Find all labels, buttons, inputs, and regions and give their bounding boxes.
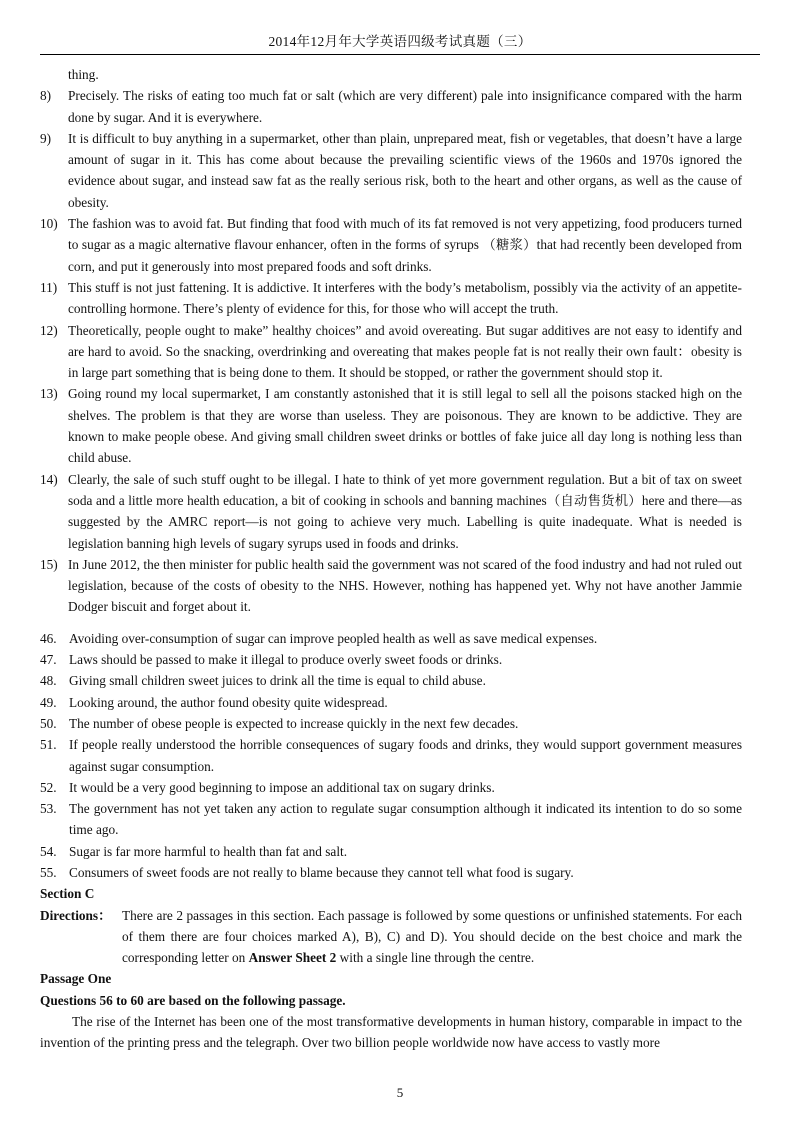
statement	[40, 734, 742, 777]
paragraph	[40, 469, 742, 554]
paragraph-text: Going round my local supermarket, I am constantly astonished that it is still legal to sell all the poisons stacked high on the shelves. The problem is that they are worse than useless. They are poisonous. They are known to be addictive. They are known to make people obese. And giving small children sweet drinks or bottles of fake juice all day long is nothing less than child abuse.	[68, 386, 742, 466]
directions-text-a: There are 2 passages in this section. Each passage is followed by some questions or unfinished statements. For each of them there are four choices marked A), B), C) and D). You should decide on the best choice and mark the corresponding letter on	[122, 907, 742, 966]
questions-heading: Questions 56 to 60 are based on the following passage.	[40, 992, 346, 1008]
statement	[40, 692, 742, 713]
statement-text: The number of obese people is expected to increase quickly in the next few decades.	[69, 715, 519, 731]
statement-number: 46.	[40, 630, 57, 646]
paragraph	[40, 383, 742, 468]
statement-number: 55.	[40, 864, 57, 880]
passage-tail: thing.	[68, 67, 99, 82]
page-number: 5	[396, 1085, 404, 1100]
statement-text: Looking around, the author found obesity quite widespread.	[69, 694, 388, 710]
paragraph	[40, 128, 742, 213]
statement	[40, 862, 742, 883]
paragraph-number: 14)	[40, 471, 58, 487]
directions-label: Directions：	[40, 907, 112, 923]
statement-number: 53.	[40, 801, 57, 817]
paragraph-number: 11)	[40, 279, 58, 295]
statement-number: 52.	[40, 779, 57, 795]
statement-text: Sugar is far more harmful to health than fat and salt.	[69, 843, 348, 859]
paragraph-text: Clearly, the sale of such stuff ought to be illegal. I hate to think of yet more government regulation. But a bit of tax on sweet soda and a little more health education, a bit of cooking in schools and banning machines（自动售货机）here and there—as suggested by the AMRC report—is not going to achieve very much. Labelling is quite inadequate. What is needed is legislation banning high levels of sugary syrups used in foods and drinks.	[68, 471, 742, 551]
statement-text: Consumers of sweet foods are not really to blame because they cannot tell what food is sugary.	[69, 864, 574, 880]
paragraph	[40, 554, 742, 618]
statement	[40, 628, 742, 649]
statement-list	[40, 628, 742, 884]
paragraph-text: The fashion was to avoid fat. But finding that food with much of its fat removed is not very appetizing, food producers turned to sugar as a magic alternative flavour enhancer, often in the forms of syrups （糖浆）that had recently been developed from corn, and put it generously into most prepared foods and soft drinks.	[68, 216, 742, 274]
statement-number: 48.	[40, 673, 57, 689]
paragraph-text: In June 2012, the then minister for public health said the government was not scared of the food industry and had not ruled out legislation, because of the costs of obesity to the NHS. However, nothing has happened yet. Why not have another Jammie Dodger biscuit and forget about it.	[68, 556, 742, 615]
paragraph	[40, 320, 742, 384]
statement	[40, 713, 742, 734]
section-c-title: Section C	[40, 886, 95, 902]
statement-text: It would be a very good beginning to impose an additional tax on sugary drinks.	[69, 779, 495, 795]
statement-number: 54.	[40, 843, 57, 859]
paragraph-text: Precisely. The risks of eating too much fat or salt (which are very different) pale into insignificance compared with the harm done by sugar. And it is everywhere.	[68, 88, 742, 125]
passage-one-title: Passage One	[40, 971, 112, 987]
paragraph-text: It is difficult to buy anything in a supermarket, other than plain, unprepared meat, fish or vegetables, that doesn’t have a large amount of sugar in it. This has come about because the prevailing scientific views of the 1960s and 1970s ignored the evidence about sugar, and instead saw fat as the really serious risk, both to the heart and other organs, as well as the cause of obesity.	[68, 130, 742, 210]
statement	[40, 649, 742, 670]
paragraph-number: 12)	[40, 322, 58, 338]
paragraph-number: 8)	[40, 88, 52, 104]
paragraph-number: 10)	[40, 216, 58, 232]
statement	[40, 798, 742, 841]
statement-text: Laws should be passed to make it illegal to produce overly sweet foods or drinks.	[69, 652, 503, 668]
paragraph-text: Theoretically, people ought to make” healthy choices” and avoid overeating. But sugar additives are not easy to identify and are hard to avoid. So the snacking, overdrinking and overeating that makes people fat is not really their own fault：obesity is in large part something that is being done to them. It should be stopped, or rather the government should stop it.	[68, 322, 742, 381]
statement-number: 51.	[40, 737, 57, 753]
statement	[40, 777, 742, 798]
statement-text: Giving small children sweet juices to drink all the time is equal to child abuse.	[69, 673, 486, 689]
statement	[40, 841, 742, 862]
passage-paragraphs	[40, 85, 742, 617]
paragraph-number: 13)	[40, 386, 58, 402]
page-header: 2014年12月年大学英语四级考试真题（三）	[40, 30, 760, 55]
statement-text: If people really understood the horrible consequences of sugary foods and drinks, they would support government measures against sugar consumption.	[69, 737, 742, 774]
statement-number: 47.	[40, 652, 57, 668]
paragraph-number: 9)	[40, 130, 52, 146]
statement-text: The government has not yet taken any action to regulate sugar consumption although it indicated its intention to do so some time ago.	[69, 801, 742, 838]
statement	[40, 670, 742, 691]
paragraph	[40, 277, 742, 320]
paragraph-number: 15)	[40, 556, 58, 572]
statement-number: 50.	[40, 715, 57, 731]
directions-answer-sheet: Answer Sheet 2	[248, 950, 337, 966]
page-content	[40, 64, 742, 1054]
statement-text: Avoiding over-consumption of sugar can improve peopled health as well as save medical expenses.	[69, 630, 598, 646]
directions-text-b: with a single line through the centre.	[336, 950, 535, 966]
directions	[40, 905, 742, 969]
statement-number: 49.	[40, 694, 57, 710]
passage-one-text: The rise of the Internet has been one of the most transformative developments in human history, comparable in impact to the invention of the printing press and the telegraph. Over two billion people worldwide now have access to vastly more	[40, 1014, 742, 1051]
paragraph-text: This stuff is not just fattening. It is addictive. It interferes with the body’s metabolism, possibly via the activity of an appetite-controlling hormone. There’s plenty of evidence for this, for those who will accept the truth.	[68, 279, 742, 317]
paragraph	[40, 213, 742, 277]
paragraph	[40, 85, 742, 128]
